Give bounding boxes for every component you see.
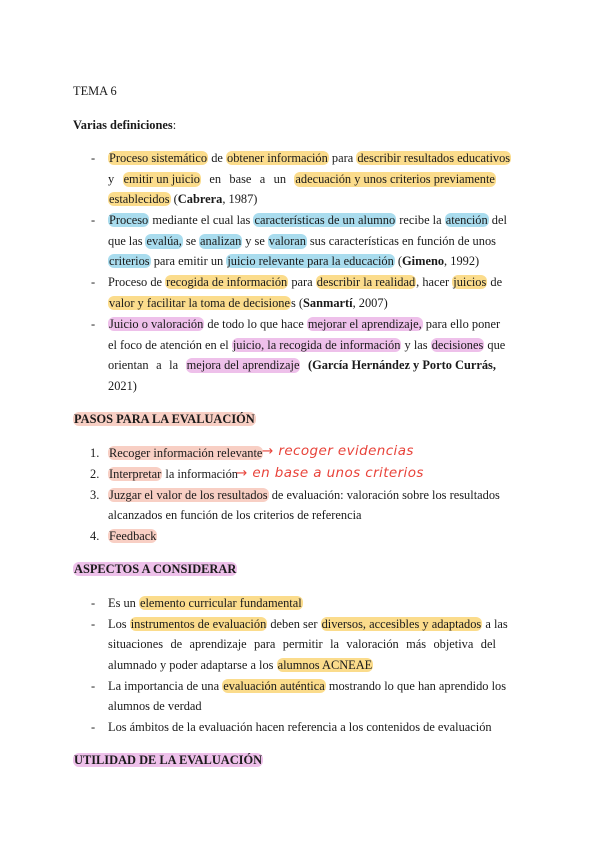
bullet-dash: - — [91, 617, 96, 631]
step-3-line1: Juzgar el valor de los resultados de evaluación: valoración sobre los resultados — [109, 488, 500, 502]
def4-line3: orientan a la mejora del aprendizaje (García Hernández y Porto Currás, — [108, 358, 496, 372]
step-4: Feedback — [109, 529, 157, 543]
aspect-1: Es un elemento curricular fundamental — [108, 596, 302, 610]
def1-line1: Proceso sistemático de obtener información para describir resultados educativos — [109, 151, 511, 165]
aspect-2-line3: alumnado y poder adaptarse a los alumnos ACNEAE — [108, 658, 373, 672]
citation-author: Cabrera — [177, 192, 223, 206]
def1-line3: establecidos (Cabrera, 1987) — [109, 192, 258, 206]
aspect-3-line1: La importancia de una evaluación auténtica mostrando lo que han aprendido los — [108, 679, 507, 693]
citation-author: (García Hernández y Porto Currás, — [307, 358, 496, 372]
def2-line2: que las evalúa, se analizan y se valoran sus características en función de unos — [108, 234, 496, 248]
bullet-dash: - — [91, 679, 96, 693]
def3-line2: valor y facilitar la toma de decisiones (Sanmartí, 2007) — [109, 296, 388, 310]
definitions-intro: Varias definiciones: — [73, 118, 177, 132]
section-heading-aspectos: ASPECTOS A CONSIDERAR — [74, 562, 237, 576]
bullet-dash: - — [91, 596, 96, 610]
aspect-3-line2: alumnos de verdad — [108, 699, 202, 713]
step-number: 1. — [90, 446, 100, 460]
handwritten-note-1: → recoger evidencias — [262, 443, 414, 459]
handwritten-note-2: → en base a unos criterios — [236, 465, 424, 481]
step-3-line2: alcanzados en función de los criterios de referencia — [108, 508, 362, 522]
step-number: 4. — [90, 529, 100, 543]
def1-line2: y emitir un juicio en base a un adecuación y unos criterios previamente — [108, 172, 495, 186]
bullet-dash: - — [91, 720, 96, 734]
step-number: 3. — [90, 488, 100, 502]
bullet-dash: - — [91, 151, 96, 165]
def2-line1: Proceso mediante el cual las características de un alumno recibe la atención del — [109, 213, 507, 227]
aspect-2-line2: situaciones de aprendizaje para permitir la valoración más objetiva del — [108, 637, 496, 651]
topic-title: TEMA 6 — [73, 84, 117, 98]
section-heading-utilidad: UTILIDAD DE LA EVALUACIÓN — [74, 753, 263, 767]
def4-line4: 2021) — [108, 379, 137, 393]
def2-line3: criterios para emitir un juicio relevante para la educación (Gimeno, 1992) — [109, 254, 480, 268]
def4-line2: el foco de atención en el juicio, la recogida de información y las decisiones que — [108, 338, 506, 352]
step-1: Recoger información relevante — [109, 446, 263, 460]
bullet-dash: - — [91, 213, 96, 227]
aspect-2-line1: Los instrumentos de evaluación deben ser diversos, accesibles y adaptados a las — [108, 617, 508, 631]
def3-line1: Proceso de recogida de información para describir la realidad, hacer juicios de — [108, 275, 503, 289]
bullet-dash: - — [91, 317, 96, 331]
citation-author: Sanmartí — [303, 296, 353, 310]
step-number: 2. — [90, 467, 100, 481]
aspect-4: Los ámbitos de la evaluación hacen referencia a los contenidos de evaluación — [108, 720, 492, 734]
definitions-label: Varias definiciones — [73, 118, 173, 132]
citation-author: Gimeno — [402, 254, 445, 268]
section-heading-pasos: PASOS PARA LA EVALUACIÓN — [74, 412, 255, 426]
def4-line1: Juicio o valoración de todo lo que hace mejorar el aprendizaje, para ello poner — [109, 317, 501, 331]
step-2: Interpretar la información — [109, 467, 238, 481]
bullet-dash: - — [91, 275, 96, 289]
